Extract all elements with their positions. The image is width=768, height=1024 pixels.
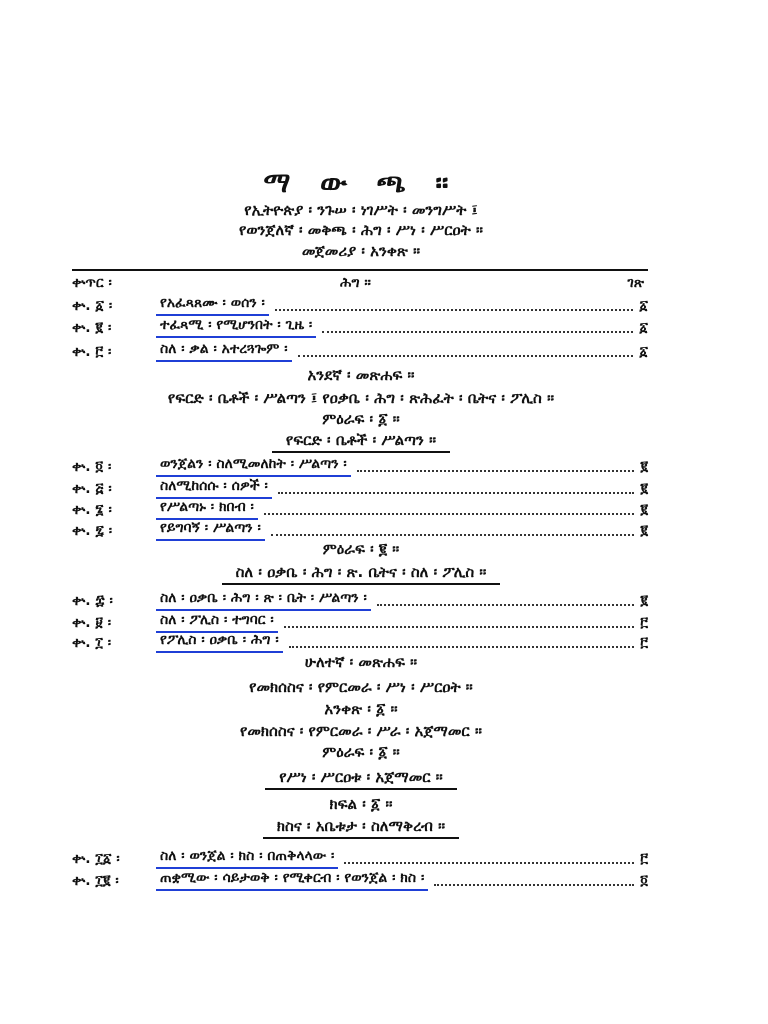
book-subtitle: የመክሰስና ፡ የምርመራ ፡ ሥነ ፡ ሥርዐት ። <box>249 678 473 696</box>
article-number: ቍ. ፲፪ ፡ <box>72 873 119 889</box>
dot-leader <box>377 604 635 606</box>
article-number: ቍ. ፪ ፡ <box>72 320 112 336</box>
article-number: ቍ. ፭ ፡ <box>72 481 112 497</box>
article-title: ስለ ፡ ዐቃቤ ፡ ሕግ ፡ ጽ ፡ ቤት ፡ ሥልጣን ፡ <box>156 589 371 611</box>
toc-entry <box>72 478 648 499</box>
toc-entry <box>72 848 648 869</box>
header-line: የኢትዮጵያ ፡ ንጉሠ ፡ ነገሥት ፡ መንግሥት ፤ <box>244 201 478 219</box>
dot-leader <box>357 470 635 472</box>
toc-entry <box>72 870 648 891</box>
toc-entry <box>72 295 648 316</box>
article-title: ወንጀልን ፡ ስለሚመለከት ፡ ሥልጣን ፡ <box>156 455 351 477</box>
column-header <box>72 273 648 293</box>
header-line: የወንጀለኛ ፡ መቅጫ ፡ ሕግ ፡ ሥነ ፡ ሥርዐት ። <box>239 221 483 239</box>
article-title: ስለ ፡ ወንጀል ፡ ክስ ፡ በጠቅላላው ፡ <box>156 847 338 869</box>
dot-leader <box>298 355 634 357</box>
chapter-heading <box>0 562 722 585</box>
book-subtitle: የፍርድ ፡ ቤቶች ፡ ሥልጣን ፤ የዐቃቤ ፡ ሕግ ፡ ጽሕፈት ፡ ቤትና ፡ ፖሊስ ። <box>167 389 555 407</box>
article-number: ቍ. ፰ ፡ <box>72 593 113 609</box>
article-number: ቍ. ፲ ፡ <box>72 635 112 651</box>
page-number: ፫ <box>640 851 648 867</box>
article-number: ቍ. ፱ ፡ <box>72 615 112 631</box>
page-number: ፩ <box>639 320 648 336</box>
toc-entry <box>72 341 648 362</box>
dot-leader <box>271 534 635 536</box>
book-title: አንደኛ ፡ መጽሐፍ ። <box>307 366 415 384</box>
toc-entry <box>72 499 648 520</box>
toc-entry <box>72 456 648 477</box>
document-title: ማ ው ጫ ። <box>263 166 459 199</box>
dot-leader <box>322 331 633 333</box>
chapter-label: ምዕራፍ ፡ ፩ ። <box>322 743 400 761</box>
article-number: ቍ. ፫ ፡ <box>72 344 112 360</box>
toc-entry <box>72 317 648 338</box>
article-title: ስለ ፡ ቃል ፡ አተረጓጐም ፡ <box>156 340 292 362</box>
page-number: ፫ <box>640 635 648 651</box>
toc-entry <box>72 612 648 633</box>
header-line: መጀመሪያ ፡ አንቀጽ ። <box>301 242 421 260</box>
article-title: የአፈጻጸሙ ፡ ወሰን ፡ <box>156 294 269 316</box>
page-number: ፪ <box>640 593 648 609</box>
page-number: ፩ <box>639 344 648 360</box>
page-number: ፪ <box>640 502 648 518</box>
chapter-title: ስለ ፡ ዐቃቤ ፡ ሕግ ፡ ጽ. ቤትና ፡ ስለ ፡ ፖሊስ ። <box>222 563 501 585</box>
dot-leader <box>434 884 634 886</box>
dot-leader <box>264 513 634 515</box>
chapter-label: ምዕራፍ ፡ ፩ ። <box>322 410 400 428</box>
section-heading <box>0 816 722 839</box>
dot-leader <box>344 862 634 864</box>
part-title: የመክሰስና ፡ የምርመራ ፡ ሥራ ፡ አጀማመር ። <box>240 722 482 740</box>
article-title: ስለሚከሰሱ ፡ ሰዎች ፡ <box>156 477 272 499</box>
section-title: ክስና ፡ አቤቱታ ፡ ስለማቅረብ ። <box>263 817 459 839</box>
article-title: የይግባኝ ፡ ሥልጣን ፡ <box>156 519 265 541</box>
toc-entry <box>72 520 648 541</box>
column-law-label: ሕግ ። <box>340 275 371 291</box>
chapter-heading <box>0 430 722 453</box>
page-number: ፩ <box>639 298 648 314</box>
book-title: ሁለተኛ ፡ መጽሐፍ ። <box>304 653 418 671</box>
article-title: የፖሊስ ፡ ዐቃቤ ፡ ሕግ ፡ <box>156 631 283 653</box>
column-number-label: ቍጥር ፡ <box>72 275 112 291</box>
article-number: ቍ. ፲፩ ፡ <box>72 851 120 867</box>
column-page-label: ገጽ <box>627 275 644 291</box>
toc-entry <box>72 590 648 611</box>
page-number: ፪ <box>640 481 648 497</box>
page-number: ፪ <box>640 523 648 539</box>
chapter-label: ምዕራፍ ፡ ፪ ። <box>322 540 400 558</box>
page-number: ፪ <box>640 459 648 475</box>
header-rule <box>72 269 648 271</box>
chapter-title: የፍርድ ፡ ቤቶች ፡ ሥልጣን ። <box>272 431 450 453</box>
page-number: ፫ <box>640 615 648 631</box>
dot-leader <box>284 626 635 628</box>
dot-leader <box>289 646 635 648</box>
article-number: ቍ. ፮ ፡ <box>72 502 112 518</box>
article-title: ጠቋሚው ፡ ሳይታወቅ ፡ የሚቀርብ ፡ የወንጀል ፡ ክስ ፡ <box>156 869 428 891</box>
chapter-title: የሥነ ፡ ሥርዐቱ ፡ አጀማመር ። <box>265 768 457 790</box>
chapter-heading <box>0 767 722 790</box>
article-number: ቍ. ፯ ፡ <box>72 523 113 539</box>
article-title: ተፈጻሚ ፡ የሚሆንበት ፡ ጊዜ ፡ <box>156 316 316 338</box>
article-number: ቍ. ፩ ፡ <box>72 298 113 314</box>
article-number: ቍ. ፬ ፡ <box>72 459 112 475</box>
page-number: ፬ <box>640 873 648 889</box>
dot-leader <box>275 309 634 311</box>
toc-entry <box>72 632 648 653</box>
article-title: ስለ ፡ ፖሊስ ፡ ተግባር ፡ <box>156 611 278 633</box>
article-title: የሥልጣኑ ፡ ክበብ ፡ <box>156 498 258 520</box>
section-label: ክፍል ፡ ፩ ። <box>329 795 393 813</box>
part-label: አንቀጽ ፡ ፩ ። <box>324 700 398 718</box>
dot-leader <box>278 492 635 494</box>
